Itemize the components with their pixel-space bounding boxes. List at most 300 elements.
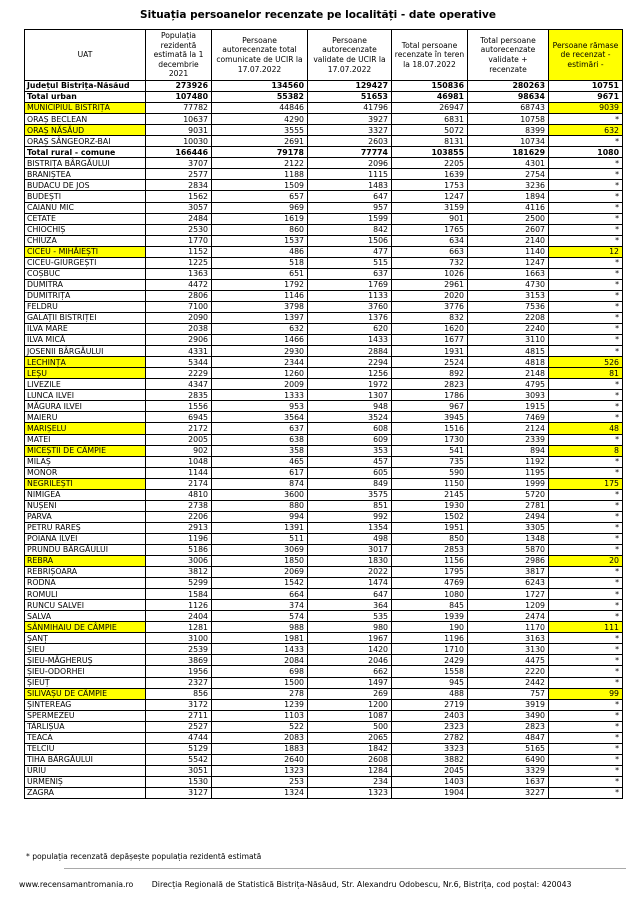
row-remaining: 81 [549,368,623,379]
row-population: 3057 [146,202,212,213]
col-header-field: Total persoane recenzate în teren la 18.07.2022 [392,30,468,81]
row-remaining: * [549,235,623,246]
row-self-total: 1391 [212,522,308,533]
row-remaining: * [549,312,623,323]
row-uat: ȘIEU [25,644,146,655]
table-row [25,412,623,423]
table-row [25,699,623,710]
row-sum: 1195 [468,467,549,478]
row-population: 2913 [146,522,212,533]
table-row [25,489,623,500]
row-self-total: 1883 [212,743,308,754]
row-self-total: 44846 [212,103,308,114]
row-self-validated: 77774 [308,147,392,158]
row-sum: 3329 [468,765,549,776]
row-field: 3159 [392,202,468,213]
row-remaining: * [549,268,623,279]
row-self-validated: 948 [308,401,392,412]
row-self-validated: 1200 [308,699,392,710]
row-remaining: * [549,390,623,401]
row-self-total: 874 [212,478,308,489]
row-sum: 1637 [468,776,549,787]
row-field: 850 [392,533,468,544]
row-population: 166446 [146,147,212,158]
row-population: 1562 [146,191,212,202]
row-uat: SILIVAȘU DE CÂMPIE [25,688,146,699]
row-remaining: * [549,776,623,787]
row-sum: 3110 [468,335,549,346]
row-uat: MONOR [25,467,146,478]
row-remaining: * [549,489,623,500]
row-field: 1516 [392,423,468,434]
footer-website: www.recensamantromania.ro [19,880,134,889]
row-self-validated: 608 [308,423,392,434]
row-sum: 1727 [468,589,549,600]
row-population: 2090 [146,312,212,323]
row-uat: TIHA BÂRGĂULUI [25,754,146,765]
row-uat: ȘANȚ [25,633,146,644]
row-self-total: 1433 [212,644,308,655]
row-sum: 4116 [468,202,549,213]
row-remaining: * [549,732,623,743]
row-population: 4347 [146,379,212,390]
row-sum: 2124 [468,423,549,434]
row-uat: LIVEZILE [25,379,146,390]
row-self-validated: 637 [308,268,392,279]
table-row [25,202,623,213]
row-uat: REBRIȘOARA [25,567,146,578]
row-population: 3172 [146,699,212,710]
row-sum: 3919 [468,699,549,710]
row-population: 2530 [146,224,212,235]
row-self-validated: 957 [308,202,392,213]
row-remaining: 10751 [549,81,623,92]
row-uat: CHIUZA [25,235,146,246]
row-self-validated: 849 [308,478,392,489]
row-remaining: * [549,301,623,312]
row-field: 190 [392,622,468,633]
table-row [25,721,623,732]
row-self-total: 1509 [212,180,308,191]
row-self-validated: 269 [308,688,392,699]
row-uat: URMENIȘ [25,776,146,787]
row-self-validated: 1323 [308,788,392,799]
table-row [25,423,623,434]
row-population: 1956 [146,666,212,677]
row-field: 26947 [392,103,468,114]
row-population: 3006 [146,556,212,567]
row-self-total: 574 [212,611,308,622]
row-self-total: 1542 [212,578,308,589]
col-header-sum: Total persoane autorecenzate validate + recenzate [468,30,549,81]
row-population: 5186 [146,544,212,555]
row-field: 1156 [392,556,468,567]
row-population: 77782 [146,103,212,114]
row-uat: CAIANU MIC [25,202,146,213]
row-uat: ȘIEU-MĂGHERUȘ [25,655,146,666]
row-field: 1904 [392,788,468,799]
row-field: 1247 [392,191,468,202]
row-sum: 2208 [468,312,549,323]
row-self-total: 3069 [212,544,308,555]
row-self-total: 374 [212,600,308,611]
table-row [25,622,623,633]
row-uat: TEACA [25,732,146,743]
row-remaining: 9039 [549,103,623,114]
row-population: 3100 [146,633,212,644]
row-self-validated: 2603 [308,136,392,147]
row-field: 46981 [392,92,468,103]
row-self-validated: 51653 [308,92,392,103]
row-uat: PETRU RAREȘ [25,522,146,533]
row-population: 2577 [146,169,212,180]
table-row [25,335,623,346]
row-remaining: * [549,511,623,522]
table-row [25,180,623,191]
row-sum: 7536 [468,301,549,312]
col-header-population: Populația rezidentă estimată la 1 decembrie 2021 [146,30,212,81]
row-sum: 68743 [468,103,549,114]
table-row [25,158,623,169]
row-population: 1196 [146,533,212,544]
row-field: 845 [392,600,468,611]
row-population: 3812 [146,567,212,578]
row-self-validated: 605 [308,467,392,478]
row-uat: MARIȘELU [25,423,146,434]
row-sum: 1209 [468,600,549,611]
row-uat: NEGRILEȘTI [25,478,146,489]
row-self-total: 1324 [212,788,308,799]
row-field: 590 [392,467,468,478]
table-row [25,633,623,644]
row-population: 1152 [146,246,212,257]
row-sum: 894 [468,445,549,456]
table-row [25,754,623,765]
row-field: 1786 [392,390,468,401]
row-field: 901 [392,213,468,224]
row-population: 10030 [146,136,212,147]
row-sum: 2986 [468,556,549,567]
row-population: 10637 [146,114,212,125]
row-remaining: * [549,346,623,357]
row-field: 8131 [392,136,468,147]
table-row [25,125,623,136]
row-self-total: 1537 [212,235,308,246]
table-row [25,147,623,158]
row-self-validated: 41796 [308,103,392,114]
row-uat: CICEU-GIURGEȘTI [25,257,146,268]
row-remaining: * [549,710,623,721]
row-sum: 3130 [468,644,549,655]
row-self-total: 860 [212,224,308,235]
row-uat: LUNCA ILVEI [25,390,146,401]
row-self-validated: 457 [308,456,392,467]
row-remaining: 8 [549,445,623,456]
header-row [25,30,623,81]
row-self-total: 4290 [212,114,308,125]
table-row [25,589,623,600]
table-row [25,567,623,578]
row-self-total: 2691 [212,136,308,147]
table-row [25,544,623,555]
row-self-total: 1619 [212,213,308,224]
row-uat: MUNICIPIUL BISTRIȚA [25,103,146,114]
table-row [25,677,623,688]
table-row [25,688,623,699]
row-remaining: * [549,666,623,677]
row-remaining: 9671 [549,92,623,103]
row-self-validated: 129427 [308,81,392,92]
table-row [25,655,623,666]
row-uat: LECHINȚA [25,357,146,368]
row-population: 3707 [146,158,212,169]
row-self-validated: 980 [308,622,392,633]
row-remaining: * [549,158,623,169]
row-population: 4810 [146,489,212,500]
row-uat: Total rural - comune [25,147,146,158]
row-self-validated: 647 [308,191,392,202]
row-self-total: 638 [212,434,308,445]
table-row [25,268,623,279]
table-row [25,290,623,301]
row-self-total: 134560 [212,81,308,92]
row-field: 832 [392,312,468,323]
row-sum: 1247 [468,257,549,268]
row-self-total: 1188 [212,169,308,180]
row-sum: 5165 [468,743,549,754]
row-self-validated: 662 [308,666,392,677]
row-uat: ROMULI [25,589,146,600]
row-sum: 181629 [468,147,549,158]
row-self-validated: 647 [308,589,392,600]
row-field: 2205 [392,158,468,169]
row-field: 1502 [392,511,468,522]
row-sum: 2140 [468,235,549,246]
row-self-total: 1981 [212,633,308,644]
row-field: 1196 [392,633,468,644]
row-sum: 2607 [468,224,549,235]
row-population: 2005 [146,434,212,445]
row-remaining: 526 [549,357,623,368]
row-sum: 2754 [468,169,549,180]
row-field: 3776 [392,301,468,312]
row-population: 6945 [146,412,212,423]
row-remaining: * [549,169,623,180]
row-sum: 1915 [468,401,549,412]
table-row [25,434,623,445]
row-self-total: 2009 [212,379,308,390]
row-remaining: * [549,522,623,533]
row-field: 2403 [392,710,468,721]
row-sum: 2494 [468,511,549,522]
row-uat: SPERMEZEU [25,710,146,721]
row-self-total: 278 [212,688,308,699]
row-field: 1951 [392,522,468,533]
row-uat: BUDEȘTI [25,191,146,202]
row-field: 2823 [392,379,468,390]
row-uat: GALAȚII BISTRIȚEI [25,312,146,323]
table-row [25,556,623,567]
row-field: 103855 [392,147,468,158]
row-sum: 10758 [468,114,549,125]
row-self-validated: 1087 [308,710,392,721]
col-header-self-validated: Persoane autorecenzate validate de UCIR la 17.07.2022 [308,30,392,81]
table-row [25,743,623,754]
census-table [24,29,623,799]
row-remaining: * [549,467,623,478]
row-field: 735 [392,456,468,467]
row-population: 7100 [146,301,212,312]
table-row [25,213,623,224]
row-uat: SÂNMIHAIU DE CÂMPIE [25,622,146,633]
row-self-validated: 992 [308,511,392,522]
row-sum: 98634 [468,92,549,103]
row-sum: 4795 [468,379,549,390]
col-header-uat: UAT [25,30,146,81]
row-self-total: 1146 [212,290,308,301]
table-row [25,357,623,368]
row-self-validated: 2022 [308,567,392,578]
row-field: 4769 [392,578,468,589]
row-uat: PRUNDU BÂRGĂULUI [25,544,146,555]
row-population: 1770 [146,235,212,246]
row-uat: COȘBUC [25,268,146,279]
row-field: 2145 [392,489,468,500]
row-self-validated: 1284 [308,765,392,776]
row-self-total: 2069 [212,567,308,578]
row-self-validated: 1483 [308,180,392,191]
row-self-validated: 1133 [308,290,392,301]
row-remaining: * [549,765,623,776]
row-self-total: 2640 [212,754,308,765]
row-field: 1710 [392,644,468,655]
row-population: 4744 [146,732,212,743]
table-row [25,279,623,290]
row-population: 1556 [146,401,212,412]
row-remaining: * [549,600,623,611]
row-uat: ȘINTEREAG [25,699,146,710]
row-self-total: 3555 [212,125,308,136]
row-field: 1677 [392,335,468,346]
table-row [25,533,623,544]
row-remaining: * [549,578,623,589]
row-self-validated: 2046 [308,655,392,666]
row-uat: CICEU - MIHĂIEȘTI [25,246,146,257]
row-self-validated: 498 [308,533,392,544]
row-uat: JOSENII BÂRGĂULUI [25,346,146,357]
row-sum: 7469 [468,412,549,423]
row-field: 1080 [392,589,468,600]
row-population: 2484 [146,213,212,224]
row-population: 5299 [146,578,212,589]
row-self-total: 3564 [212,412,308,423]
row-field: 634 [392,235,468,246]
row-uat: URIU [25,765,146,776]
table-row [25,224,623,235]
row-remaining: * [549,500,623,511]
row-sum: 1140 [468,246,549,257]
row-self-validated: 3017 [308,544,392,555]
row-self-validated: 3575 [308,489,392,500]
row-remaining: 48 [549,423,623,434]
row-self-validated: 1256 [308,368,392,379]
row-population: 2906 [146,335,212,346]
row-uat: ZAGRA [25,788,146,799]
table-row [25,169,623,180]
row-remaining: * [549,754,623,765]
row-self-validated: 1433 [308,335,392,346]
row-sum: 4475 [468,655,549,666]
row-uat: RUNCU SALVEI [25,600,146,611]
footer [19,880,572,889]
row-remaining: * [549,544,623,555]
row-self-validated: 515 [308,257,392,268]
row-uat: NUȘENI [25,500,146,511]
row-remaining: * [549,743,623,754]
row-self-total: 880 [212,500,308,511]
row-remaining: * [549,224,623,235]
row-field: 945 [392,677,468,688]
row-self-total: 1323 [212,765,308,776]
row-uat: TELCIU [25,743,146,754]
row-sum: 4847 [468,732,549,743]
row-sum: 6243 [468,578,549,589]
row-field: 1639 [392,169,468,180]
table-row [25,235,623,246]
row-remaining: * [549,379,623,390]
row-self-total: 518 [212,257,308,268]
table-row [25,103,623,114]
row-self-total: 2344 [212,357,308,368]
row-population: 1281 [146,622,212,633]
row-remaining: * [549,401,623,412]
row-sum: 3236 [468,180,549,191]
table-row [25,81,623,92]
row-uat: ILVA MICĂ [25,335,146,346]
table-row [25,500,623,511]
row-self-total: 1333 [212,390,308,401]
table-row [25,456,623,467]
row-population: 273926 [146,81,212,92]
row-field: 663 [392,246,468,257]
row-population: 2539 [146,644,212,655]
table-row [25,600,623,611]
row-self-total: 2930 [212,346,308,357]
row-uat: PARVA [25,511,146,522]
row-self-validated: 1115 [308,169,392,180]
row-self-validated: 500 [308,721,392,732]
row-remaining: * [549,699,623,710]
row-uat: SALVA [25,611,146,622]
table-row [25,191,623,202]
table-row [25,732,623,743]
row-sum: 3490 [468,710,549,721]
row-sum: 1894 [468,191,549,202]
row-self-total: 2122 [212,158,308,169]
row-uat: Total urban [25,92,146,103]
row-uat: REBRA [25,556,146,567]
row-remaining: * [549,611,623,622]
row-self-validated: 2096 [308,158,392,169]
row-remaining: * [549,677,623,688]
row-sum: 3163 [468,633,549,644]
row-population: 107480 [146,92,212,103]
footer-divider [64,868,626,869]
row-population: 5344 [146,357,212,368]
row-self-total: 511 [212,533,308,544]
row-uat: TÂRLIȘUA [25,721,146,732]
row-uat: FELDRU [25,301,146,312]
